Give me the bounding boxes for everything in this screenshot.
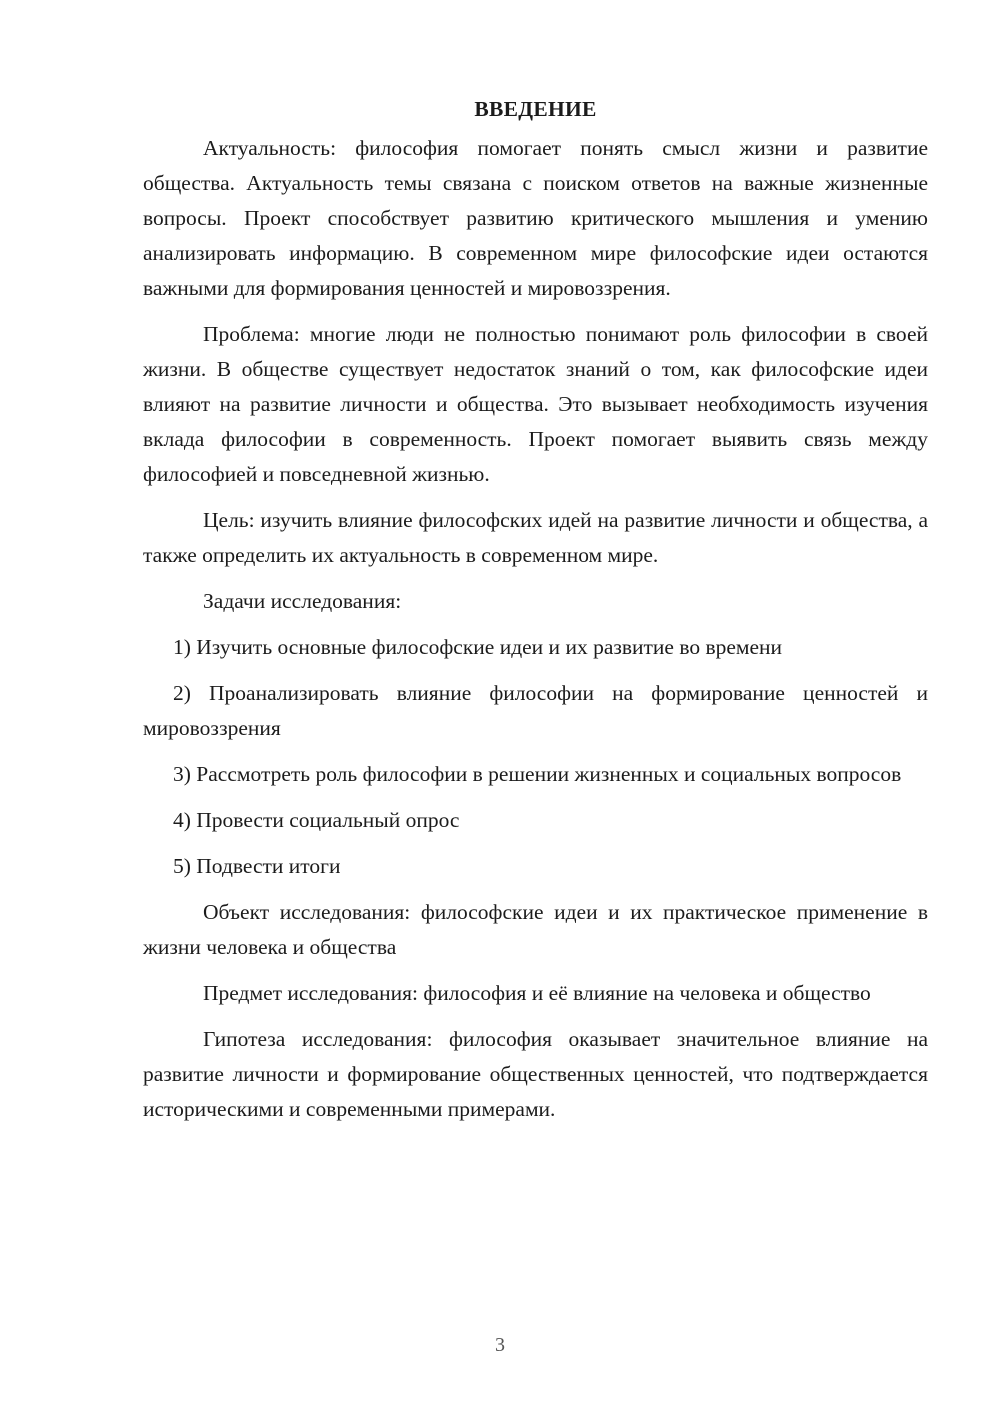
goal-paragraph: Цель: изучить влияние философских идей на развитие личности и общества, а также определить их актуальность в современном мире. [143,508,928,567]
hypothesis-paragraph: Гипотеза исследования: философия оказывает значительное влияние на развитие личности и формирование общественных ценностей, что подтверждается историческими и современными примерами. [143,1027,928,1121]
page-number: 3 [495,1334,505,1356]
object-paragraph: Объект исследования: философские идеи и их практическое применение в жизни человека и общества [143,900,928,959]
list-item: 4) Провести социальный опрос [173,808,460,832]
tasks-intro: Задачи исследования: [203,589,402,613]
relevance-paragraph: Актуальность: философия помогает понять смысл жизни и развитие общества. Актуальность темы связана с поиском ответов на важные жизненные вопросы. Проект способствует развитию критического мышления и умению анализировать информацию. В современном мире философские идеи остаются важными для формирования ценностей и мировоззрения. [143,136,928,300]
list-item: 1) Изучить основные философские идеи и их развитие во времени [173,635,783,659]
section-heading: ВВЕДЕНИЕ [474,97,597,121]
list-item: 2) Проанализировать влияние философии на формирование ценностей и мировоззрения [143,681,928,740]
list-item: 5) Подвести итоги [173,854,341,878]
subject-paragraph: Предмет исследования: философия и её влияние на человека и общество [203,981,871,1005]
document-page [143,92,928,1138]
list-item: 3) Рассмотреть роль философии в решении жизненных и социальных вопросов [173,762,902,786]
tasks-list [143,630,928,884]
problem-paragraph: Проблема: многие люди не полностью понимают роль философии в своей жизни. В обществе существует недостаток знаний о том, как философские идеи влияют на развитие личности и общества. Это вызывает необходимость изучения вклада философии в современность. Проект помогает выявить связь между философией и повседневной жизнью. [143,322,928,486]
